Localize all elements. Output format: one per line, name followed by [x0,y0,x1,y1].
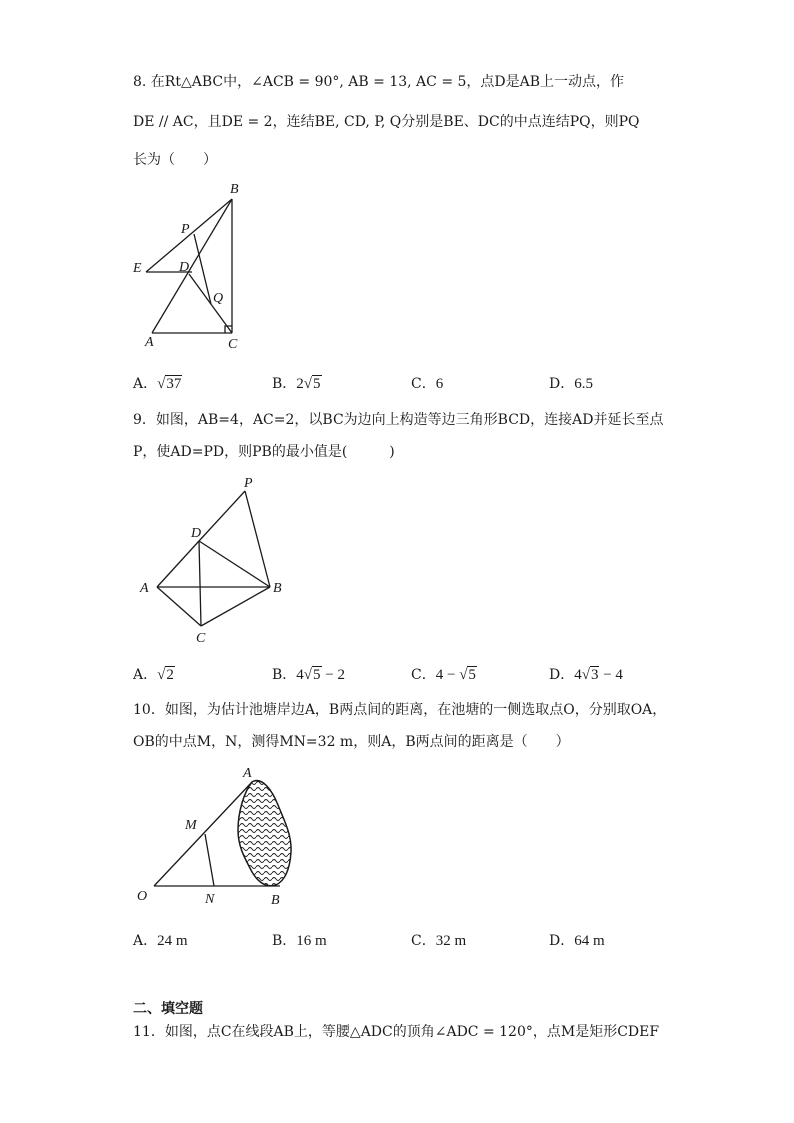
q9-option-d[interactable]: D．4√3 − 4 [549,667,623,683]
q9-option-a[interactable]: A．√2 [133,667,174,683]
q10-option-b[interactable]: B．16 m [272,933,327,949]
q10-segment-oa [154,782,252,886]
q9-option-b[interactable]: B．4√5 − 2 [272,667,345,683]
q9-label-a: A [140,581,149,596]
q10-option-a[interactable]: A．24 m [133,933,188,949]
q9-stem-line-2: P，使AD=PD，则PB的最小值是( ) [133,444,395,460]
q10-label-m: M [185,818,197,833]
q10-label-a: A [243,766,252,781]
q10-label-n: N [205,892,215,907]
q10-options [133,930,693,950]
section-title-fill-in: 二、填空题 [133,1001,203,1017]
q8-stem-line-3: 长为（ ） [133,152,217,168]
pond-shape [238,781,291,886]
q8-stem-line-2: DE // AC，且DE = 2，连结BE, CD, P, Q分别是BE、DC的中点连结PQ，则PQ [133,114,640,130]
q10-segment-mn [205,834,214,886]
q9-label-p: P [244,476,253,491]
q10-label-b: B [271,893,280,908]
q11-stem-line-1: 11．如图，点C在线段AB上，等腰△ADC的顶角∠ADC = 120°，点M是矩形CDEF [133,1024,660,1040]
q8-label-e: E [133,261,142,276]
q9-label-b: B [273,581,282,596]
q8-label-d: D [179,260,190,275]
q10-label-o: O [137,889,148,904]
q8-option-a[interactable]: A．√37 [133,376,182,392]
q10-stem-line-2: OB的中点M，N，测得MN=32 m，则A，B两点间的距离是（ ） [133,734,570,750]
q9-stem-line-1: 9．如图，AB=4，AC=2，以BC为边向上构造等边三角形BCD，连接AD并延长至点 [133,412,664,428]
q10-option-d[interactable]: D．64 m [549,933,605,949]
q9-label-d: D [191,526,202,541]
q8-option-c[interactable]: C．6 [411,376,444,392]
q8-option-d[interactable]: D．6.5 [549,376,593,392]
q8-stem-line-1: 8. 在Rt△ABC中，∠ACB = 90°, AB = 13, AC = 5，点D是AB上一动点，作 [133,74,625,90]
q10-stem-line-1: 10．如图，为估计池塘岸边A，B两点间的距离，在池塘的一侧选取点O，分别取OA， [133,702,667,718]
q8-label-b: B [230,182,239,197]
q8-label-q: Q [213,291,224,306]
q10-option-c[interactable]: C．32 m [411,933,467,949]
q8-label-a: A [145,335,154,350]
q8-label-c: C [228,337,238,352]
q9-label-c: C [196,631,206,646]
q9-option-c[interactable]: C．4 − √5 [411,667,476,683]
q8-option-b[interactable]: B．2√5 [272,376,321,392]
q8-label-p: P [181,222,190,237]
